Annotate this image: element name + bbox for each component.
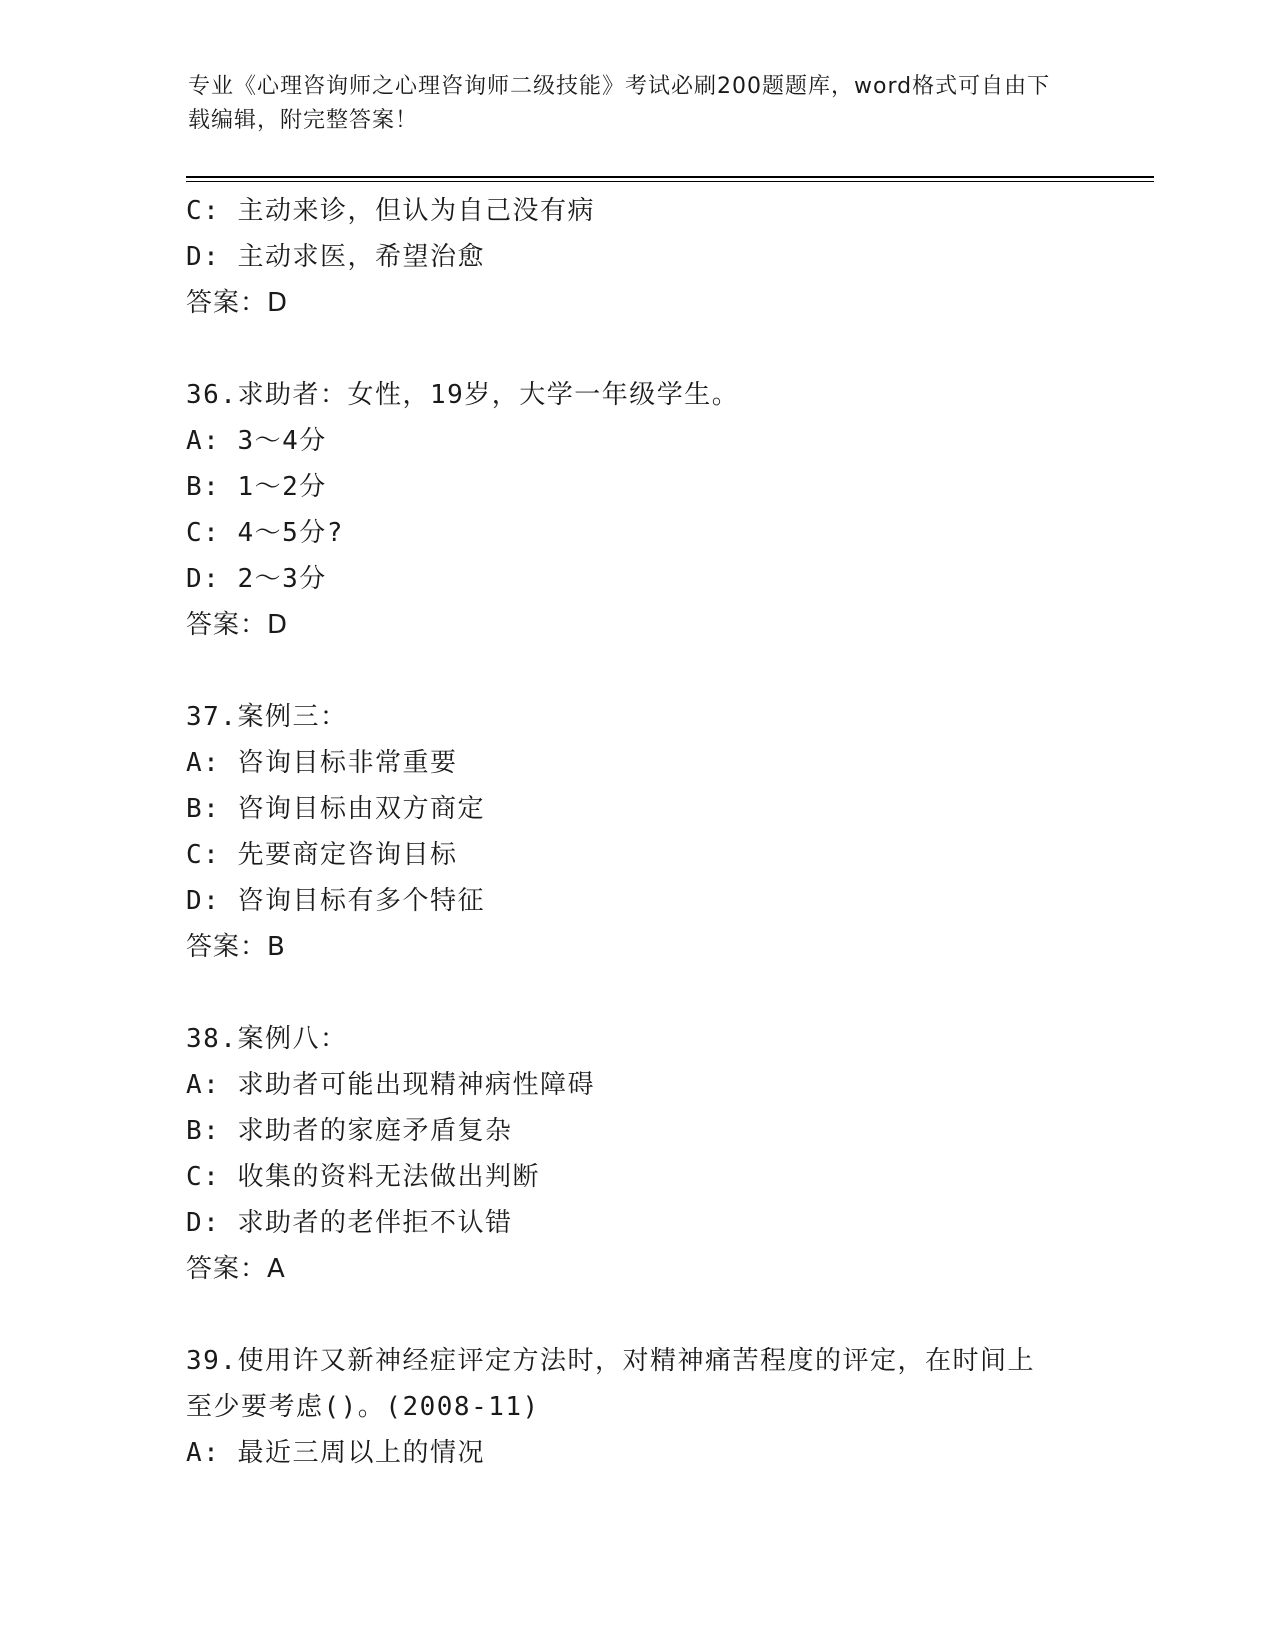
question-stem-line-1: 39.使用许又新神经症评定方法时，对精神痛苦程度的评定，在时间上: [186, 1346, 1035, 1376]
option-a: A: 最近三周以上的情况: [186, 1438, 485, 1468]
option-d: D: 求助者的老伴拒不认错: [186, 1208, 513, 1238]
option-d: D: 主动求医，希望治愈: [186, 242, 485, 272]
answer: 答案：A: [186, 1254, 286, 1284]
option-d: D: 2～3分: [186, 564, 327, 594]
option-b: B: 咨询目标由双方商定: [186, 794, 485, 824]
spacer: [186, 970, 1086, 1016]
question-list: [186, 188, 1086, 1476]
option-d: D: 咨询目标有多个特征: [186, 886, 485, 916]
question-stem: 38.案例八：: [186, 1024, 348, 1054]
option-b: B: 求助者的家庭矛盾复杂: [186, 1116, 513, 1146]
header-divider-thin: [186, 181, 1154, 182]
answer: 答案：D: [186, 288, 289, 318]
question-block-36: [186, 372, 1086, 648]
question-stem: 37.案例三：: [186, 702, 348, 732]
spacer: [186, 326, 1086, 372]
question-block-prev: [186, 188, 1086, 326]
option-a: A: 求助者可能出现精神病性障碍: [186, 1070, 595, 1100]
option-c: C: 先要商定咨询目标: [186, 840, 458, 870]
question-block-38: [186, 1016, 1086, 1292]
option-c: C: 4～5分?: [186, 518, 344, 548]
document-header: 专业《心理咨询师之心理咨询师二级技能》考试必刷200题题库，word格式可自由下载编辑，附完整答案！: [188, 74, 1051, 133]
option-a: A: 咨询目标非常重要: [186, 748, 458, 778]
answer: 答案：D: [186, 610, 289, 640]
spacer: [186, 1292, 1086, 1338]
option-a: A: 3～4分: [186, 426, 327, 456]
spacer: [186, 648, 1086, 694]
question-block-39: [186, 1338, 1086, 1476]
question-block-37: [186, 694, 1086, 970]
option-c: C: 主动来诊，但认为自己没有病: [186, 196, 595, 226]
answer: 答案：B: [186, 932, 286, 962]
option-b: B: 1～2分: [186, 472, 327, 502]
option-c: C: 收集的资料无法做出判断: [186, 1162, 540, 1192]
question-stem: 36.求助者：女性，19岁，大学一年级学生。: [186, 380, 740, 410]
header-divider-thick: [186, 176, 1154, 178]
question-stem-line-2: 至少要考虑()。(2008-11): [186, 1392, 540, 1422]
